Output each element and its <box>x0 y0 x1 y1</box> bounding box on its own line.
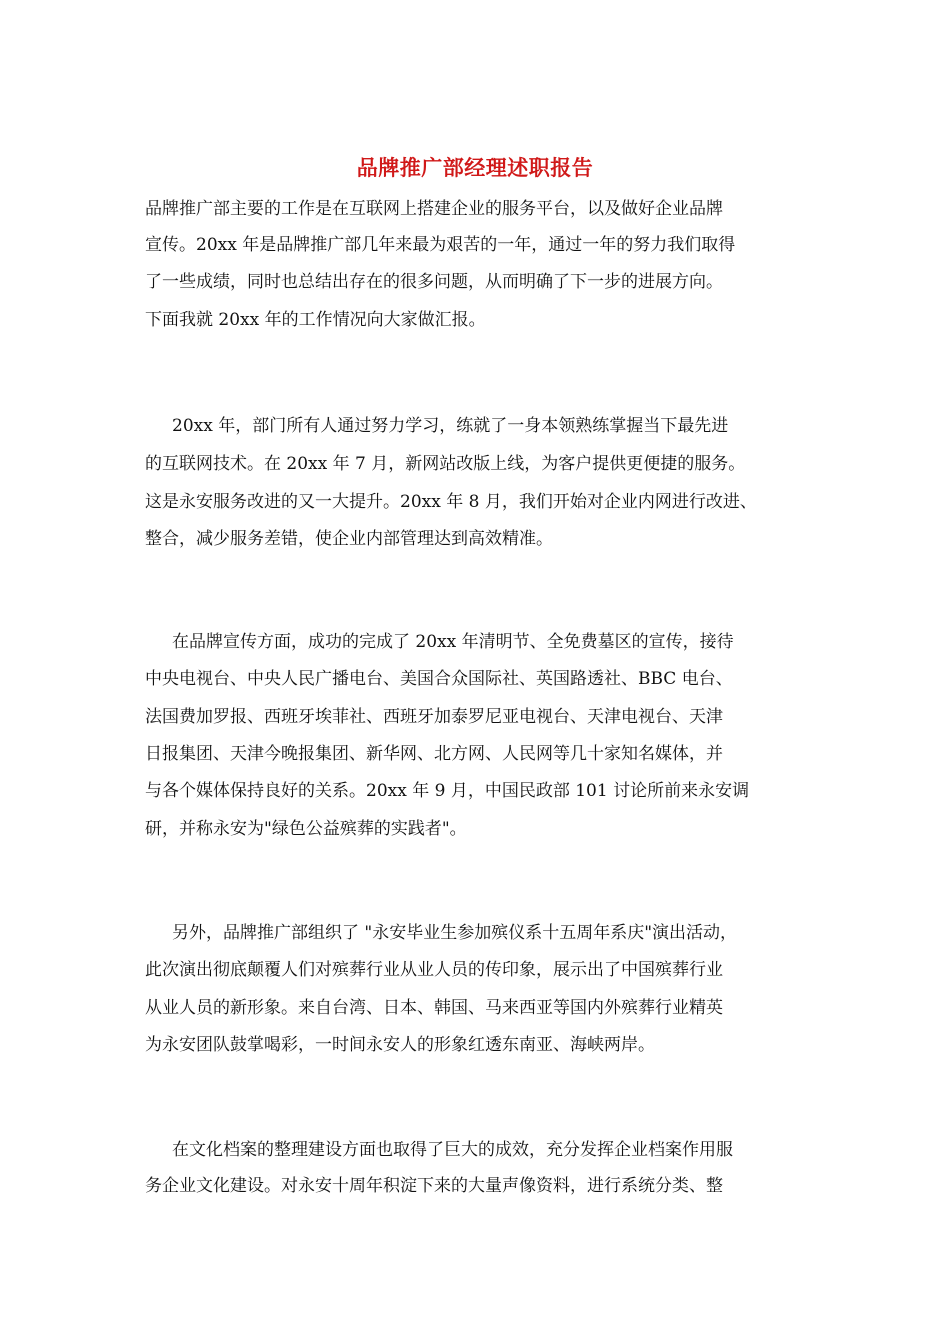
paragraph-3-line-3: 法国费加罗报、西班牙埃菲社、西班牙加泰罗尼亚电视台、天津电视台、天津 <box>145 707 723 727</box>
paragraph-1-line-1: 品牌推广部主要的工作是在互联网上搭建企业的服务平台，以及做好企业品牌 <box>145 199 723 219</box>
document-title: 品牌推广部经理述职报告 <box>356 155 594 180</box>
paragraph-2-line-3: 这是永安服务改进的又一大提升。20xx 年 8 月，我们开始对企业内网进行改进、 <box>145 492 757 512</box>
paragraph-4-line-3: 从业人员的新形象。来自台湾、日本、韩国、马来西亚等国内外殡葬行业精英 <box>145 998 723 1018</box>
paragraph-5-line-1: 在文化档案的整理建设方面也取得了巨大的成效，充分发挥企业档案作用服 <box>172 1140 733 1160</box>
paragraph-2-line-4: 整合，减少服务差错，使企业内部管理达到高效精准。 <box>145 529 553 549</box>
paragraph-2-line-1: 20xx 年，部门所有人通过努力学习，练就了一身本领熟练掌握当下最先进 <box>172 416 729 436</box>
paragraph-4-line-4: 为永安团队鼓掌喝彩，一时间永安人的形象红透东南亚、海峡两岸。 <box>145 1035 655 1055</box>
paragraph-1-line-4: 下面我就 20xx 年的工作情况向大家做汇报。 <box>145 310 486 330</box>
paragraph-4-line-1: 另外，品牌推广部组织了 "永安毕业生参加殡仪系十五周年系庆"演出活动， <box>172 923 738 943</box>
paragraph-3-line-2: 中央电视台、中央人民广播电台、美国合众国际社、英国路透社、BBC 电台、 <box>145 669 733 689</box>
paragraph-3-line-1: 在品牌宣传方面，成功的完成了 20xx 年清明节、全免费墓区的宣传，接待 <box>172 632 734 652</box>
paragraph-1-line-3: 了一些成绩，同时也总结出存在的很多问题，从而明确了下一步的进展方向。 <box>145 272 723 292</box>
paragraph-5-line-2: 务企业文化建设。对永安十周年积淀下来的大量声像资料，进行系统分类、整 <box>145 1176 723 1196</box>
paragraph-2-line-2: 的互联网技术。在 20xx 年 7 月，新网站改版上线，为客户提供更便捷的服务。 <box>145 454 746 474</box>
paragraph-3-line-4: 日报集团、天津今晚报集团、新华网、北方网、人民网等几十家知名媒体，并 <box>145 744 723 764</box>
paragraph-3-line-5: 与各个媒体保持良好的关系。20xx 年 9 月，中国民政部 101 讨论所前来永安调 <box>145 781 750 801</box>
paragraph-1-line-2: 宣传。20xx 年是品牌推广部几年来最为艰苦的一年，通过一年的努力我们取得 <box>145 235 736 255</box>
paragraph-4-line-2: 此次演出彻底颠覆人们对殡葬行业从业人员的传印象，展示出了中国殡葬行业 <box>145 960 723 980</box>
paragraph-3-line-6: 研，并称永安为"绿色公益殡葬的实践者"。 <box>145 819 467 839</box>
